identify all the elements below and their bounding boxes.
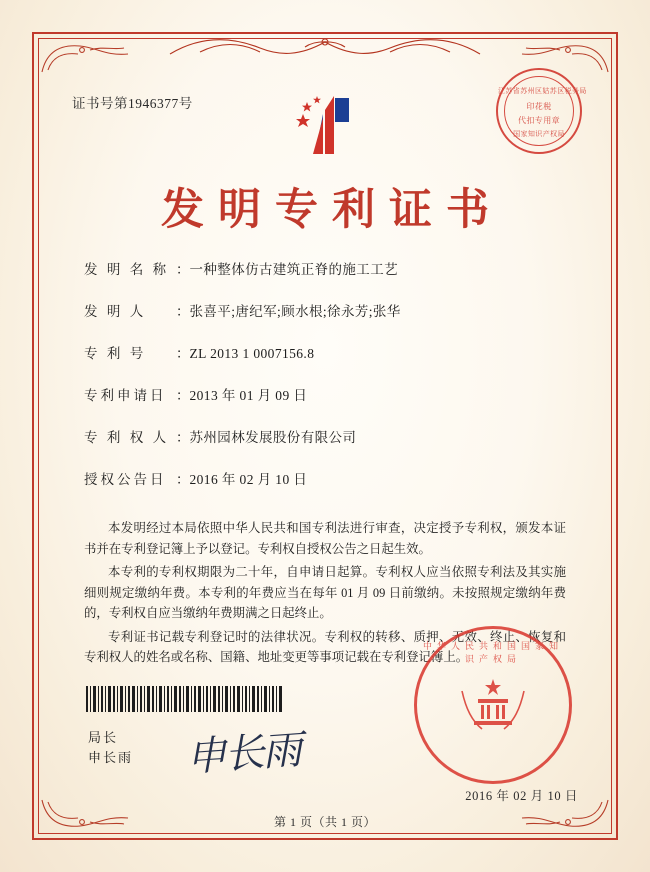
field-label: 授权公告日 [84, 472, 167, 487]
top-ornament-icon [160, 34, 490, 60]
field-label: 发 明 人 [84, 304, 147, 319]
field-label: 发 明 名 称 [84, 262, 170, 277]
field-value: 苏州园林发展股份有限公司 [189, 430, 357, 445]
page-footer: 第 1 页（共 1 页） [273, 815, 376, 829]
field-row [84, 468, 570, 488]
field-label: 专 利 权 人 [84, 430, 170, 445]
field-row [84, 384, 570, 404]
field-value: 一种整体仿古建筑正脊的施工工艺 [189, 262, 398, 277]
handwritten-signature: 申长雨 [184, 727, 302, 780]
field-value: 2016 年 02 月 10 日 [189, 472, 308, 487]
tax-stamp-line2: 印花税 [526, 102, 552, 111]
field-label: 专利申请日 [84, 388, 167, 403]
field-separator: ： [176, 430, 190, 445]
signature-title-line1: 局长 [88, 730, 119, 745]
field-list [84, 258, 570, 510]
field-value: 2013 年 01 月 09 日 [189, 388, 308, 403]
field-separator: ： [176, 388, 190, 403]
tax-stamp-line1: 江苏省苏州区姑苏区税务局 [498, 88, 587, 95]
field-value: ZL 2013 1 0007156.8 [189, 346, 315, 361]
field-row [84, 300, 570, 320]
field-row [84, 258, 570, 278]
paragraph: 本发明经过本局依照中华人民共和国专利法进行审查，决定授予专利权，颁发本证书并在专利登记簿上予以登记。专利权自授权公告之日起生效。 [84, 521, 566, 556]
paragraph: 专利证书记载专利登记时的法律状况。专利权的转移、质押、无效、终止、恢复和专利权人的姓名或名称、国籍、地址变更等事项记载在专利登记簿上。 [84, 629, 566, 664]
tax-stamp [496, 68, 587, 154]
certificate-number: 证书号第1946377号 [72, 96, 193, 111]
field-separator: ： [176, 346, 190, 361]
field-separator: ： [176, 262, 190, 277]
national-emblem-icon [456, 675, 530, 735]
field-row [84, 426, 570, 446]
tax-stamp-line4: 国家知识产权局 [513, 131, 565, 138]
signature-title [88, 728, 133, 768]
patent-office-logo-icon [289, 88, 367, 166]
field-separator: ： [176, 472, 190, 487]
field-value: 张喜平;唐纪军;顾水根;徐永芳;张华 [189, 304, 401, 319]
seal-date: 2016 年 02 月 10 日 [465, 789, 578, 803]
field-row [84, 342, 570, 362]
barcode [86, 686, 282, 712]
official-seal [414, 626, 572, 784]
paragraph: 本专利的专利权期限为二十年，自申请日起算。专利权人应当依照专利法及其实施细则规定缴纳年费。本专利的年费应当在每年 01 月 09 日前缴纳。未按照规定缴纳年费的，专利权自应当缴纳年费期满之日起终止。 [84, 565, 566, 620]
signature-title-line2: 申长雨 [88, 750, 134, 765]
tax-stamp-line3: 代扣专用章 [518, 116, 560, 125]
page-title: 发明专利证书 [161, 187, 503, 234]
field-separator: ： [176, 304, 190, 319]
seal-text-top: 中华人民共和国国家知识产权局 [422, 641, 563, 664]
field-label: 专 利 号 [84, 346, 147, 361]
corner-ornament-top-left-icon [40, 40, 132, 74]
